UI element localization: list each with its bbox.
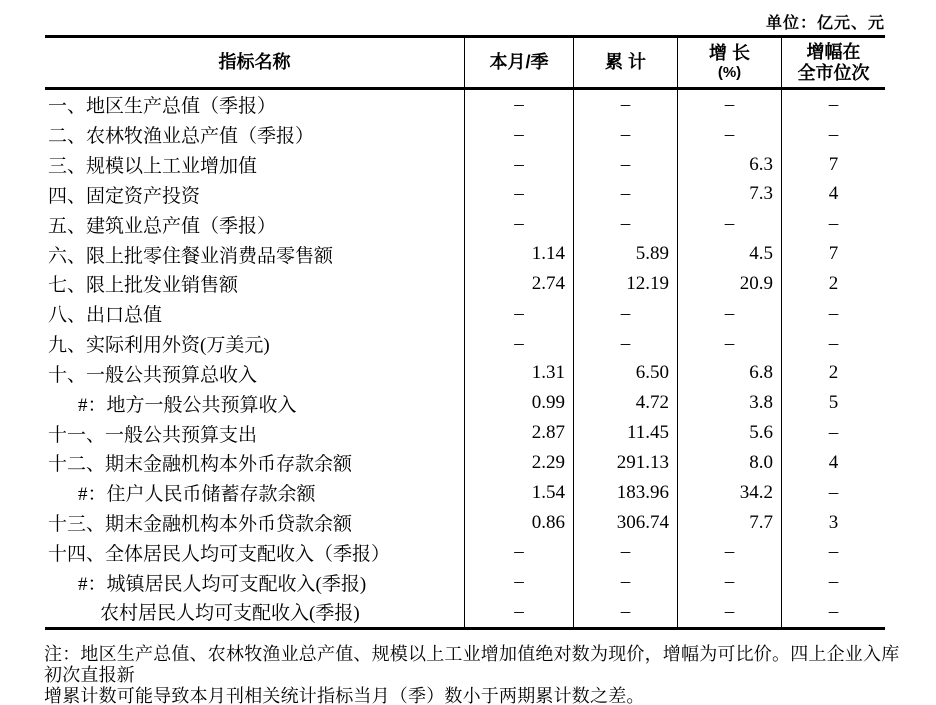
rank-value-cell: –	[781, 209, 885, 239]
current-value-cell: 0.99	[464, 388, 573, 418]
cumulative-value-cell: –	[573, 329, 677, 359]
growth-value-cell: –	[677, 120, 781, 150]
growth-value-cell: –	[677, 537, 781, 567]
table-row	[45, 597, 885, 627]
cumulative-value-cell: –	[573, 537, 677, 567]
growth-value-cell: 5.6	[677, 418, 781, 448]
header-growth	[677, 38, 781, 87]
growth-value-cell: –	[677, 567, 781, 597]
current-value-cell: –	[464, 299, 573, 329]
current-value-cell: –	[464, 150, 573, 180]
header-rank-line1-label: 增幅在	[806, 41, 861, 62]
growth-value-cell: 20.9	[677, 269, 781, 299]
indicator-name-cell: 农村居民人均可支配收入(季报)	[100, 603, 360, 625]
growth-value-cell: 34.2	[677, 478, 781, 508]
indicator-name-cell: 十二、期末金融机构本外币存款余额	[48, 454, 353, 476]
rank-value-cell: –	[781, 120, 885, 150]
indicator-name-cell: 十一、一般公共预算支出	[48, 424, 258, 446]
table-row	[45, 90, 885, 120]
table-row	[45, 179, 885, 209]
rank-value-cell: 4	[781, 448, 885, 478]
rank-value-cell: 3	[781, 508, 885, 538]
indicator-name-cell: 九、实际利用外资(万美元)	[48, 335, 270, 357]
table-row	[45, 269, 885, 299]
footnote-line2: 增累计数可能导致本月刊相关统计指标当月（季）数小于两期累计数之差。	[44, 686, 645, 705]
header-growth-unit-label: (%)	[717, 64, 742, 81]
table-row	[45, 448, 885, 478]
table-row	[45, 120, 885, 150]
cumulative-value-cell: –	[573, 209, 677, 239]
rank-value-cell: –	[781, 418, 885, 448]
growth-value-cell: –	[677, 597, 781, 627]
indicator-name-cell: 二、农林牧渔业总产值（季报）	[48, 126, 315, 148]
table-row	[45, 508, 885, 538]
header-cumulative	[573, 38, 677, 87]
current-value-cell: –	[464, 209, 573, 239]
growth-value-cell: –	[677, 90, 781, 120]
indicator-table	[45, 35, 885, 630]
header-cumulative-label: 累 计	[604, 52, 646, 72]
table-row	[45, 567, 885, 597]
cumulative-value-cell: 291.13	[573, 448, 677, 478]
indicator-name-cell: #：地方一般公共预算收入	[78, 394, 297, 416]
table-row	[45, 418, 885, 448]
header-indicator-name-label: 指标名称	[218, 52, 291, 72]
current-value-cell: 2.29	[464, 448, 573, 478]
table-row	[45, 478, 885, 508]
current-value-cell: –	[464, 567, 573, 597]
growth-value-cell: –	[677, 329, 781, 359]
table-header-row	[45, 38, 885, 90]
cumulative-value-cell: 12.19	[573, 269, 677, 299]
current-value-cell: –	[464, 120, 573, 150]
rank-value-cell: 7	[781, 150, 885, 180]
rank-value-cell: –	[781, 597, 885, 627]
indicator-name-cell: 六、限上批零住餐业消费品零售额	[48, 245, 334, 267]
rank-value-cell: 2	[781, 269, 885, 299]
unit-label: 单位：亿元、元	[765, 15, 885, 32]
cumulative-value-cell: –	[573, 150, 677, 180]
growth-value-cell: 4.5	[677, 239, 781, 269]
cumulative-value-cell: –	[573, 299, 677, 329]
table-row	[45, 388, 885, 418]
indicator-name-cell: 八、出口总值	[48, 305, 163, 327]
rank-value-cell: –	[781, 90, 885, 120]
indicator-name-cell: #：住户人民币储蓄存款余额	[78, 484, 316, 506]
rank-value-cell: –	[781, 567, 885, 597]
indicator-name-cell: 四、固定资产投资	[48, 185, 201, 207]
indicator-name-cell: 一、地区生产总值（季报）	[48, 96, 277, 118]
indicator-name-cell: 三、规模以上工业增加值	[48, 156, 258, 178]
footnote	[44, 644, 900, 705]
cumulative-value-cell: 4.72	[573, 388, 677, 418]
growth-value-cell: 3.8	[677, 388, 781, 418]
indicator-name-cell: #：城镇居民人均可支配收入(季报)	[78, 573, 367, 595]
table-row	[45, 329, 885, 359]
rank-value-cell: –	[781, 537, 885, 567]
header-rank-line2-label: 全市位次	[797, 62, 870, 83]
header-current-period	[464, 38, 573, 87]
current-value-cell: –	[464, 537, 573, 567]
header-rank	[781, 38, 885, 87]
table-row	[45, 150, 885, 180]
table-row	[45, 537, 885, 567]
cumulative-value-cell: 5.89	[573, 239, 677, 269]
cumulative-value-cell: –	[573, 597, 677, 627]
rank-value-cell: –	[781, 299, 885, 329]
current-value-cell: 1.14	[464, 239, 573, 269]
indicator-name-cell: 七、限上批发业销售额	[48, 275, 239, 297]
table-row	[45, 358, 885, 388]
table-body	[45, 90, 885, 627]
cumulative-value-cell: 6.50	[573, 358, 677, 388]
current-value-cell: 0.86	[464, 508, 573, 538]
cumulative-value-cell: –	[573, 120, 677, 150]
cumulative-value-cell: –	[573, 90, 677, 120]
header-indicator-name	[45, 38, 464, 87]
growth-value-cell: –	[677, 299, 781, 329]
growth-value-cell: 6.3	[677, 150, 781, 180]
header-growth-label: 增 长	[708, 43, 750, 63]
current-value-cell: –	[464, 329, 573, 359]
current-value-cell: –	[464, 90, 573, 120]
cumulative-value-cell: 306.74	[573, 508, 677, 538]
current-value-cell: 2.87	[464, 418, 573, 448]
table-row	[45, 239, 885, 269]
header-current-period-label: 本月/季	[489, 52, 549, 72]
current-value-cell: 1.31	[464, 358, 573, 388]
rank-value-cell: 2	[781, 358, 885, 388]
current-value-cell: 1.54	[464, 478, 573, 508]
footnote-line1: 注：地区生产总值、农林牧渔业总产值、规模以上工业增加值绝对数为现价，增幅为可比价。四上企业入库初次直报新	[44, 644, 900, 685]
current-value-cell: –	[464, 597, 573, 627]
current-value-cell: 2.74	[464, 269, 573, 299]
indicator-name-cell: 十四、全体居民人均可支配收入（季报）	[48, 543, 391, 565]
rank-value-cell: 7	[781, 239, 885, 269]
rank-value-cell: –	[781, 478, 885, 508]
growth-value-cell: 7.7	[677, 508, 781, 538]
cumulative-value-cell: 11.45	[573, 418, 677, 448]
indicator-name-cell: 五、建筑业总产值（季报）	[48, 215, 277, 237]
current-value-cell: –	[464, 179, 573, 209]
rank-value-cell: 5	[781, 388, 885, 418]
growth-value-cell: 8.0	[677, 448, 781, 478]
growth-value-cell: 7.3	[677, 179, 781, 209]
rank-value-cell: 4	[781, 179, 885, 209]
cumulative-value-cell: 183.96	[573, 478, 677, 508]
growth-value-cell: –	[677, 209, 781, 239]
indicator-name-cell: 十、一般公共预算总收入	[48, 364, 258, 386]
indicator-name-cell: 十三、期末金融机构本外币贷款余额	[48, 514, 353, 535]
growth-value-cell: 6.8	[677, 358, 781, 388]
rank-value-cell: –	[781, 329, 885, 359]
cumulative-value-cell: –	[573, 567, 677, 597]
table-row	[45, 209, 885, 239]
table-row	[45, 299, 885, 329]
cumulative-value-cell: –	[573, 179, 677, 209]
